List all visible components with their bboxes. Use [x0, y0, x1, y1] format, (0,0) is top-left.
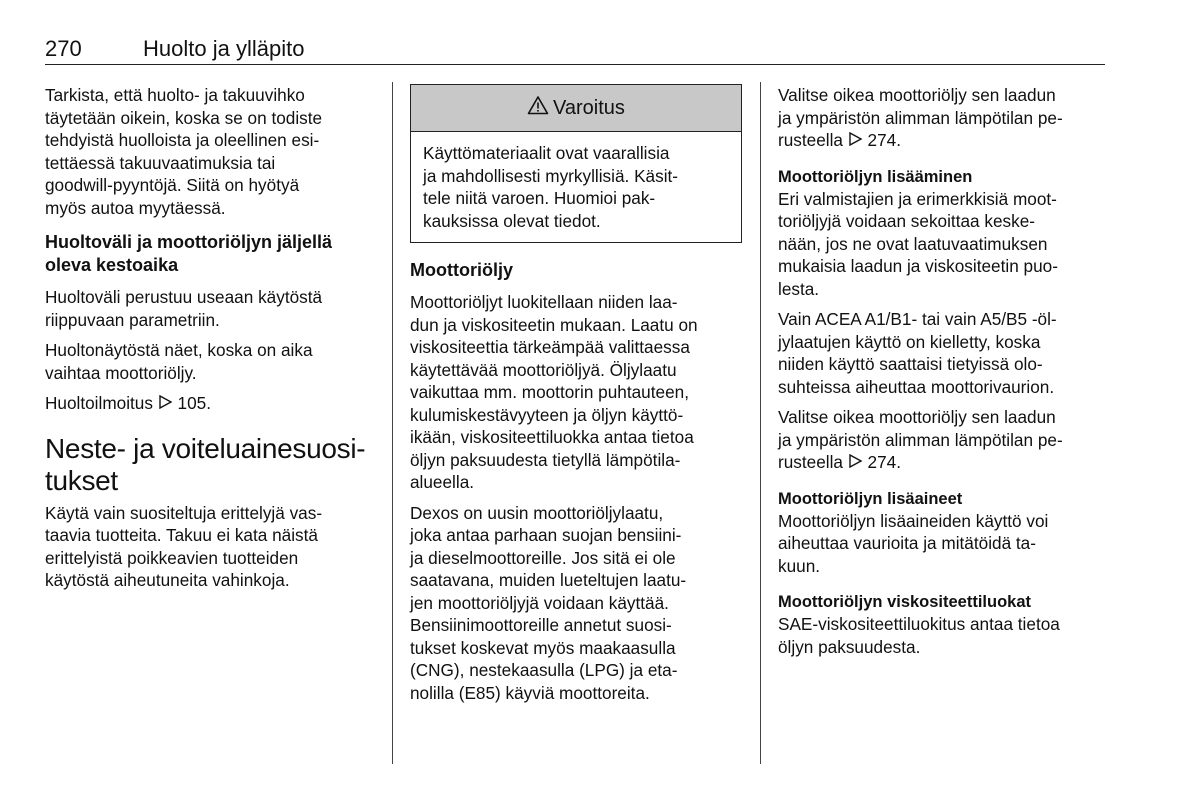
column-divider-1	[392, 82, 393, 764]
paragraph-service-book: Tarkista, että huolto- ja takuuvihko täytetään oikein, koska se on todiste tehdyistä huolloista ja oleellinen esi- tettäessä takuuvaatimuksia tai goodwill-pyyntöjä. Siitä on hyötyä myös autoa myytäessä.	[45, 85, 323, 218]
paragraph-dexos: Dexos on uusin moottoriöljylaatu, joka antaa parhaan suojan bensiini- ja dieselmoottoreille. Jos sitä ei ole saatavana, muiden lueteltujen laatu- jen moottoriöljyjä voidaan käyttää. Bensiinimoottoreille annetut suosi- tukset koskevat myös maakaasulla (CNG), nestekaasulla (LPG) ja eta- nolilla (E85) käyviä moottoreita.	[410, 502, 687, 703]
column-1	[45, 84, 375, 600]
warning-triangle-icon	[527, 95, 549, 121]
paragraph-acea-prohibited: Vain ACEA A1/B1- tai vain A5/B5 -öl- jylaatujen käyttö on kielletty, koska niiden käyttö saattaisi tietyissä olo- suhteissa aiheuttaa moottorivaurion.	[778, 309, 1057, 397]
paragraph-mixing-oils: Eri valmistajien ja erimerkkisiä moot- toriöljyjä voidaan sekoittaa keske- nään, jos ne ovat laatuvaatimuksen mukaisia laadun ja viskositeetin puo- lesta.	[778, 188, 1058, 299]
paragraph-service-notice	[45, 392, 375, 415]
page-ref-icon	[848, 451, 863, 474]
page-ref-link[interactable]: 274.	[867, 130, 901, 150]
warning-header	[411, 85, 741, 132]
header-divider	[45, 64, 1105, 65]
page-ref-icon	[158, 392, 173, 415]
paragraph-choose-oil-2	[778, 406, 1108, 474]
paragraph-choose-oil-1	[778, 84, 1108, 152]
service-notice-label: Huoltoilmoitus	[45, 393, 153, 413]
heading-engine-oil: Moottoriöljy	[410, 260, 513, 280]
choose-oil-text-1: Valitse oikea moottoriöljy sen laadun ja ympäristön alimman lämpötilan pe- rusteella	[778, 85, 1063, 150]
paragraph-service-interval-params: Huoltoväli perustuu useaan käytöstä riippuvaan parametriin.	[45, 287, 323, 330]
heading-oil-additives: Moottoriöljyn lisäaineet	[778, 489, 963, 508]
page-ref-icon	[848, 129, 863, 152]
page-ref-link[interactable]: 274.	[867, 452, 901, 472]
warning-text: Käyttömateriaalit ovat vaarallisia ja mahdollisesti myrkyllisiä. Käsit- tele niitä varoen. Huomioi pak- kauksissa olevat tiedot.	[423, 143, 679, 231]
page-title: Huolto ja ylläpito	[143, 36, 305, 61]
column-2	[410, 84, 742, 712]
warning-title: Varoitus	[553, 96, 625, 119]
paragraph-recommended-specs: Käytä vain suositeltuja erittelyjä vas- taavia tuotteita. Takuu ei kata näistä erittelyistä poikkeavien tuotteiden käytöstä aiheutuneita vahinkoja.	[45, 502, 323, 590]
heading-adding-oil: Moottoriöljyn lisääminen	[778, 167, 973, 186]
page-number: 270	[45, 36, 82, 61]
page-ref-link[interactable]: 105.	[177, 393, 211, 413]
paragraph-service-display: Huoltonäytöstä näet, koska on aika vaihtaa moottoriöljy.	[45, 340, 313, 383]
heading-fluids-lubricants: Neste- ja voiteluainesuosi- tukset	[45, 432, 366, 496]
column-divider-2	[760, 82, 761, 764]
column-3	[778, 84, 1108, 666]
choose-oil-text-2: Valitse oikea moottoriöljy sen laadun ja ympäristön alimman lämpötilan pe- rusteella	[778, 407, 1063, 472]
paragraph-oil-classification: Moottoriöljyt luokitellaan niiden laa- dun ja viskositeetin mukaan. Laatu on viskositeettia tärkeämpää valittaessa käytettävää moottoriöljyä. Öljylaatu vaikuttaa mm. moottorin puhtauteen, kulumiskestävyyteen ja öljyn käyttö- ikään, viskositeettiluokka antaa tietoa öljyn paksuudesta tietyllä lämpötila- alueella.	[410, 292, 698, 492]
warning-box	[410, 84, 742, 243]
heading-viscosity-classes: Moottoriöljyn viskositeettiluokat	[778, 593, 1032, 611]
page-header	[45, 36, 1105, 66]
paragraph-oil-additives: Moottoriöljyn lisäaineiden käyttö voi aiheuttaa vaurioita ja mitätöidä ta- kuun.	[778, 510, 1049, 576]
paragraph-sae-viscosity: SAE-viskositeettiluokitus antaa tietoa öljyn paksuudesta.	[778, 614, 1060, 657]
heading-service-interval: Huoltoväli ja moottoriöljyn jäljellä oleva kestoaika	[45, 232, 333, 275]
